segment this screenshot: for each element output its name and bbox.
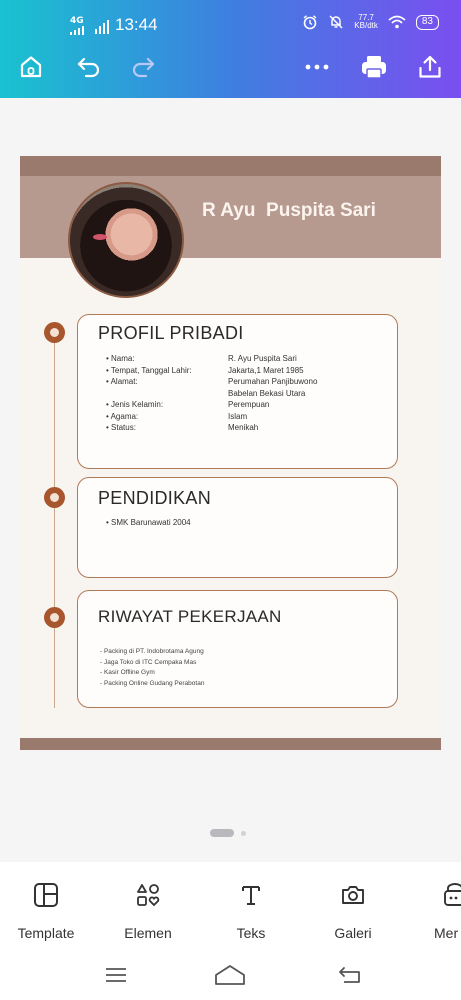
tool-text[interactable]: Teks — [211, 880, 291, 941]
text-icon — [239, 883, 263, 907]
network-speed: 77.7 KB/dtk — [354, 13, 378, 30]
brand-icon — [442, 883, 461, 907]
photo-detail — [93, 234, 107, 240]
education-item: • SMK Barunawati 2004 — [106, 518, 191, 527]
design-canvas-page[interactable] — [20, 156, 441, 750]
elements-icon — [135, 882, 161, 908]
work-item: - Packing Online Gudang Perabotan — [100, 679, 205, 687]
share-button[interactable] — [415, 52, 445, 82]
profile-info — [106, 353, 378, 434]
print-button[interactable] — [359, 52, 389, 82]
home-icon — [214, 964, 246, 986]
education-title: PENDIDIKAN — [98, 488, 212, 508]
redo-button[interactable] — [128, 52, 158, 82]
resume-name[interactable]: R Ayu Puspita Sari — [202, 200, 376, 221]
bottom-band — [20, 738, 441, 750]
timeline-dot-education — [44, 487, 65, 508]
battery-indicator: 83 — [416, 15, 439, 30]
menu-icon — [105, 967, 127, 983]
network-type: 4G — [70, 16, 84, 26]
work-item: - Packing di PT. Indobrotama Agung — [100, 648, 204, 655]
camera-icon — [340, 883, 366, 907]
tool-template[interactable]: Template — [6, 880, 86, 941]
timeline-dot-profile — [44, 322, 65, 343]
tool-elements[interactable]: Elemen — [108, 880, 188, 941]
profile-row: • Tempat, Tanggal Lahir: Jakarta,1 Maret 1985 — [106, 365, 304, 375]
system-nav-bar — [0, 952, 461, 1000]
back-icon — [338, 966, 362, 984]
top-band — [20, 156, 441, 176]
timeline-dot-work — [44, 607, 65, 628]
clock: 13:44 — [115, 15, 158, 34]
tool-gallery[interactable]: Galeri — [313, 880, 393, 941]
profile-row: • Jenis Kelamin: Perempuan — [106, 400, 270, 409]
status-bar — [0, 12, 461, 36]
home-icon — [18, 54, 44, 80]
education-card[interactable] — [77, 477, 398, 578]
home-button[interactable] — [16, 52, 46, 82]
nav-back-button[interactable] — [330, 962, 370, 988]
tool-brand[interactable]: Mer — [412, 880, 461, 941]
undo-button[interactable] — [74, 52, 104, 82]
profile-card[interactable] — [77, 314, 398, 469]
profile-photo[interactable] — [68, 182, 184, 298]
work-history-card[interactable] — [77, 590, 398, 708]
profile-row: • Agama: Islam — [106, 411, 248, 421]
more-button[interactable] — [302, 52, 332, 82]
share-icon — [417, 54, 443, 80]
top-app-bar — [0, 0, 461, 98]
profile-title: PROFIL PRIBADI — [98, 323, 244, 343]
page-indicator-active[interactable] — [210, 829, 234, 837]
bottom-toolbar — [0, 862, 461, 952]
page-indicator[interactable] — [210, 829, 246, 837]
print-icon — [360, 54, 388, 80]
timeline-line — [54, 326, 55, 708]
profile-row: Babelan Bekasi Utara — [228, 388, 306, 398]
work-item: - Jaga Toko di ITC Cempaka Mas — [100, 658, 197, 666]
work-item: - Kasir Offline Gym — [100, 669, 155, 676]
profile-row: • Status: Menikah — [106, 423, 259, 432]
signal-icon — [70, 26, 84, 35]
redo-icon — [130, 56, 156, 78]
undo-icon — [76, 56, 102, 78]
profile-row: • Alamat: Perumahan Panjibuwono — [106, 377, 318, 386]
page-indicator-dot[interactable] — [241, 831, 246, 836]
work-list — [100, 647, 204, 689]
signal-2-icon — [95, 20, 109, 34]
template-icon — [33, 882, 59, 908]
profile-row: • Nama: R. Ayu Puspita Sari — [106, 354, 297, 363]
nav-home-button[interactable] — [210, 962, 250, 988]
nav-recents-button[interactable] — [96, 962, 136, 988]
work-title: RIWAYAT PEKERJAAN — [98, 607, 282, 626]
alarm-icon — [302, 14, 318, 30]
more-icon — [304, 63, 330, 71]
wifi-icon — [388, 15, 406, 29]
mute-icon — [328, 14, 344, 30]
